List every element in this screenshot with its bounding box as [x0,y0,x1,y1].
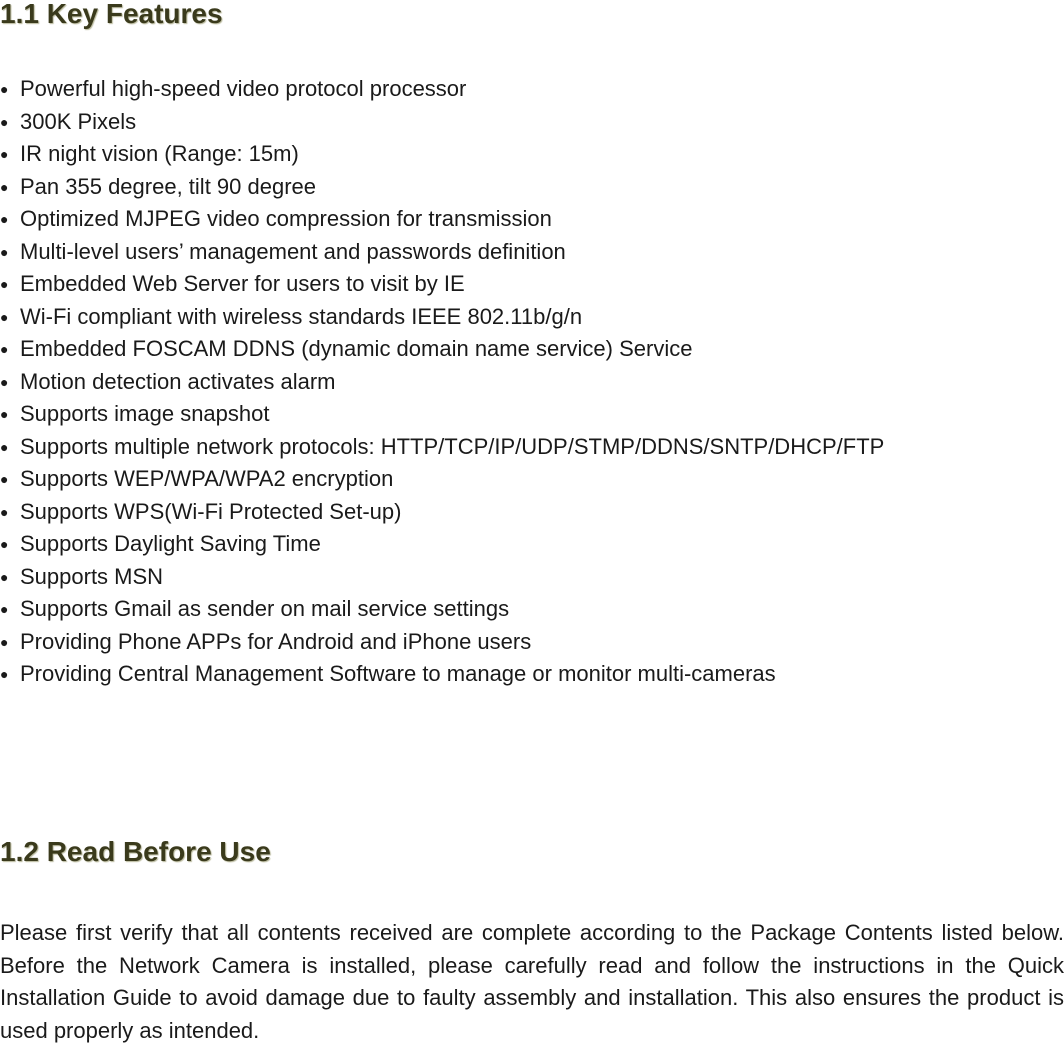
bullet-icon: ● [0,341,9,357]
bullet-icon: ● [0,601,9,617]
feature-list-item [0,268,884,301]
feature-list-item [0,366,884,399]
bullet-icon: ● [0,308,9,325]
feature-list-item [0,73,884,106]
feature-list-item [0,463,884,496]
feature-list-item [0,203,884,236]
feature-text: Wi-Fi compliant with wireless standards IEEE 802.11b/g/n [20,303,583,329]
feature-text: Multi-level users’ management and passwords definition [20,238,566,264]
feature-list-item [0,496,884,529]
feature-text: IR night vision (Range: 15m) [20,141,299,166]
feature-text: Powerful high-speed video protocol processor [20,76,467,101]
feature-list-item [0,138,884,171]
key-features-list [0,73,884,691]
feature-list-item [0,593,884,626]
bullet-icon: ● [0,81,9,97]
feature-list-item [0,561,884,594]
section-heading-key-features: 1.1 Key Features [0,0,223,29]
feature-text: Supports multiple network protocols: HTTP/TCP/IP/UDP/STMP/DDNS/SNTP/DHCP/FTP [20,433,885,459]
bullet-icon: ● [0,113,9,130]
feature-text: Pan 355 degree, tilt 90 degree [20,173,317,199]
feature-text: Providing Phone APPs for Android and iPhone users [20,628,532,654]
bullet-icon: ● [0,276,9,292]
bullet-icon: ● [0,536,9,552]
feature-list-item [0,171,884,204]
bullet-icon: ● [0,373,9,390]
feature-list-item [0,301,884,334]
feature-text: Supports WEP/WPA/WPA2 encryption [20,466,394,491]
feature-list-item [0,528,884,561]
bullet-icon: ● [0,471,9,487]
feature-text: 300K Pixels [20,108,137,134]
bullet-icon: ● [0,211,9,227]
bullet-icon: ● [0,146,9,162]
feature-text: Optimized MJPEG video compression for transmission [20,206,552,231]
bullet-icon: ● [0,633,9,650]
bullet-icon: ● [0,503,9,520]
feature-list-item [0,658,884,691]
bullet-icon: ● [0,243,9,260]
feature-text: Supports WPS(Wi-Fi Protected Set-up) [20,498,402,524]
feature-list-item [0,431,884,464]
feature-text: Providing Central Management Software to manage or monitor multi-cameras [20,661,776,686]
feature-text: Motion detection activates alarm [20,368,336,394]
feature-text: Embedded Web Server for users to visit by IE [20,271,465,296]
bullet-icon: ● [0,178,9,195]
bullet-icon: ● [0,666,9,682]
feature-list-item [0,398,884,431]
feature-list-item [0,626,884,659]
feature-list-item [0,333,884,366]
feature-text: Embedded FOSCAM DDNS (dynamic domain name service) Service [20,336,693,361]
feature-list-item [0,236,884,269]
feature-list-item [0,106,884,139]
feature-text: Supports Daylight Saving Time [20,531,321,556]
feature-text: Supports Gmail as sender on mail service settings [20,596,510,621]
read-before-use-paragraph: Please first verify that all contents received are complete according to the Package Contents listed below. Before the Network Camera is installed, please carefully read and follow the instructions in the Quick Installation Guide to avoid damage due to faulty assembly and installation. This also ensures the product is used properly as intended. [0,920,1064,1043]
feature-text: Supports image snapshot [20,401,270,426]
bullet-icon: ● [0,438,9,455]
feature-text: Supports MSN [20,563,164,589]
bullet-icon: ● [0,406,9,422]
section-heading-read-before-use: 1.2 Read Before Use [0,836,271,867]
bullet-icon: ● [0,568,9,585]
